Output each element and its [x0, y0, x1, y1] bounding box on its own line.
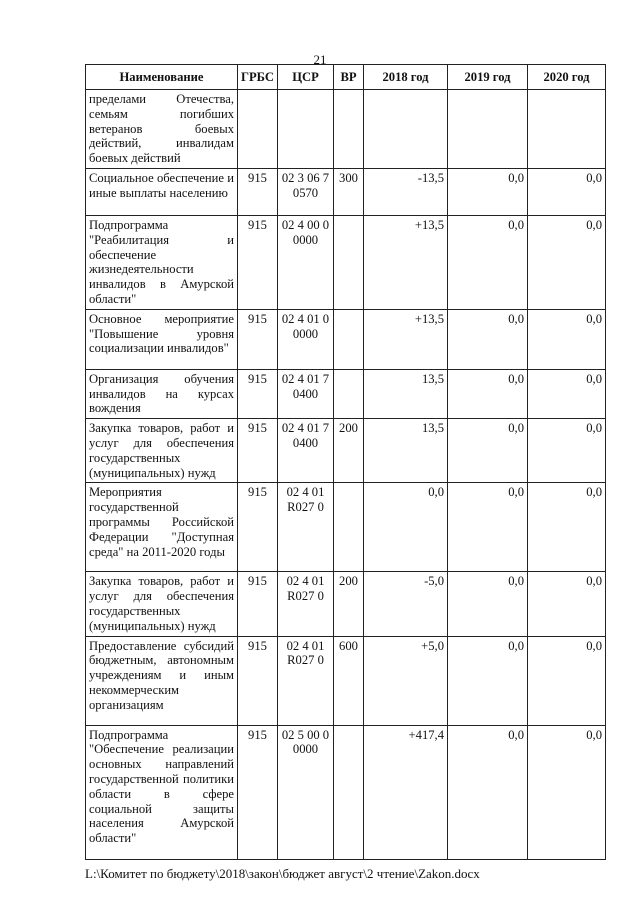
- row-2019: 0,0: [448, 369, 528, 418]
- row-vr: 200: [334, 419, 364, 483]
- row-csr: 02 4 01 00000: [278, 309, 334, 369]
- table-row: [86, 309, 606, 369]
- header-2019: 2019 год: [448, 65, 528, 90]
- row-2019: 0,0: [448, 419, 528, 483]
- row-name: Мероприятия государственной программы Российской Федерации "Доступная среда" на 2011-2020 годы: [86, 483, 238, 572]
- row-2018: [364, 90, 448, 169]
- row-name: Закупка товаров, работ и услуг для обеспечения государственных (муниципальных) нужд: [86, 572, 238, 636]
- row-name: Предоставление субсидий бюджетным, автономным учреждениям и иным некоммерческим организациям: [86, 636, 238, 725]
- row-2018: 13,5: [364, 369, 448, 418]
- row-2019: 0,0: [448, 572, 528, 636]
- row-grbs: 915: [238, 309, 278, 369]
- row-2018: +5,0: [364, 636, 448, 725]
- row-2018: -5,0: [364, 572, 448, 636]
- footer-file-path: L:\Комитет по бюджету\2018\закон\бюджет август\2 чтение\Zakon.docx: [85, 866, 480, 881]
- row-2018: +417,4: [364, 725, 448, 859]
- row-2020: 0,0: [528, 369, 606, 418]
- row-csr: 02 4 01 R027 0: [278, 483, 334, 572]
- header-2018: 2018 год: [364, 65, 448, 90]
- row-vr: [334, 725, 364, 859]
- row-csr: [278, 90, 334, 169]
- row-2020: 0,0: [528, 483, 606, 572]
- row-csr: 02 3 06 70570: [278, 168, 334, 215]
- table-row: [86, 572, 606, 636]
- row-vr: 300: [334, 168, 364, 215]
- row-name: Подпрограмма "Реабилитация и обеспечение жизнедеятельности инвалидов в Амурской области": [86, 215, 238, 309]
- row-grbs: 915: [238, 168, 278, 215]
- row-vr: [334, 483, 364, 572]
- table-header-row: [86, 65, 606, 90]
- row-2019: 0,0: [448, 215, 528, 309]
- table-row: [86, 215, 606, 309]
- row-2019: [448, 90, 528, 169]
- row-name: Основное мероприятие "Повышение уровня социализации инвалидов": [86, 309, 238, 369]
- header-name: Наименование: [86, 65, 238, 90]
- row-vr: 200: [334, 572, 364, 636]
- page-number: 21: [313, 52, 327, 67]
- row-2018: +13,5: [364, 215, 448, 309]
- row-grbs: 915: [238, 215, 278, 309]
- row-csr: 02 5 00 00000: [278, 725, 334, 859]
- row-name: Подпрограмма "Обеспечение реализации основных направлений государственной политики области в сфере социальной защиты населения Амурской области": [86, 725, 238, 859]
- row-csr: 02 4 01 70400: [278, 369, 334, 418]
- row-2020: 0,0: [528, 309, 606, 369]
- row-2018: -13,5: [364, 168, 448, 215]
- row-2020: 0,0: [528, 725, 606, 859]
- table-row: [86, 419, 606, 483]
- row-2019: 0,0: [448, 309, 528, 369]
- row-2020: 0,0: [528, 636, 606, 725]
- row-name: пределами Отечества, семьям погибших ветеранов боевых действий, инвалидам боевых действий: [86, 90, 238, 169]
- row-2018: 13,5: [364, 419, 448, 483]
- row-grbs: 915: [238, 636, 278, 725]
- table-row: [86, 725, 606, 859]
- table-row: [86, 369, 606, 418]
- row-2018: +13,5: [364, 309, 448, 369]
- row-csr: 02 4 01 R027 0: [278, 572, 334, 636]
- row-name: Социальное обеспечение и иные выплаты населению: [86, 168, 238, 215]
- row-vr: [334, 309, 364, 369]
- row-vr: [334, 369, 364, 418]
- row-csr: 02 4 01 R027 0: [278, 636, 334, 725]
- row-grbs: [238, 90, 278, 169]
- row-csr: 02 4 01 70400: [278, 419, 334, 483]
- row-name: Закупка товаров, работ и услуг для обеспечения государственных (муниципальных) нужд: [86, 419, 238, 483]
- row-name: Организация обучения инвалидов на курсах вождения: [86, 369, 238, 418]
- budget-table: [85, 64, 606, 860]
- table-row: [86, 636, 606, 725]
- row-vr: [334, 215, 364, 309]
- row-grbs: 915: [238, 369, 278, 418]
- row-2020: 0,0: [528, 572, 606, 636]
- header-2020: 2020 год: [528, 65, 606, 90]
- row-grbs: 915: [238, 483, 278, 572]
- row-grbs: 915: [238, 572, 278, 636]
- row-2019: 0,0: [448, 636, 528, 725]
- row-2019: 0,0: [448, 725, 528, 859]
- table-row: [86, 168, 606, 215]
- row-2019: 0,0: [448, 483, 528, 572]
- row-2020: 0,0: [528, 168, 606, 215]
- row-2018: 0,0: [364, 483, 448, 572]
- table-row: [86, 483, 606, 572]
- row-2020: 0,0: [528, 419, 606, 483]
- header-vr: ВР: [334, 65, 364, 90]
- row-grbs: 915: [238, 725, 278, 859]
- row-vr: 600: [334, 636, 364, 725]
- row-vr: [334, 90, 364, 169]
- row-2019: 0,0: [448, 168, 528, 215]
- row-2020: [528, 90, 606, 169]
- header-grbs: ГРБС: [238, 65, 278, 90]
- row-2020: 0,0: [528, 215, 606, 309]
- row-csr: 02 4 00 00000: [278, 215, 334, 309]
- row-grbs: 915: [238, 419, 278, 483]
- header-csr: ЦСР: [278, 65, 334, 90]
- table-row: [86, 90, 606, 169]
